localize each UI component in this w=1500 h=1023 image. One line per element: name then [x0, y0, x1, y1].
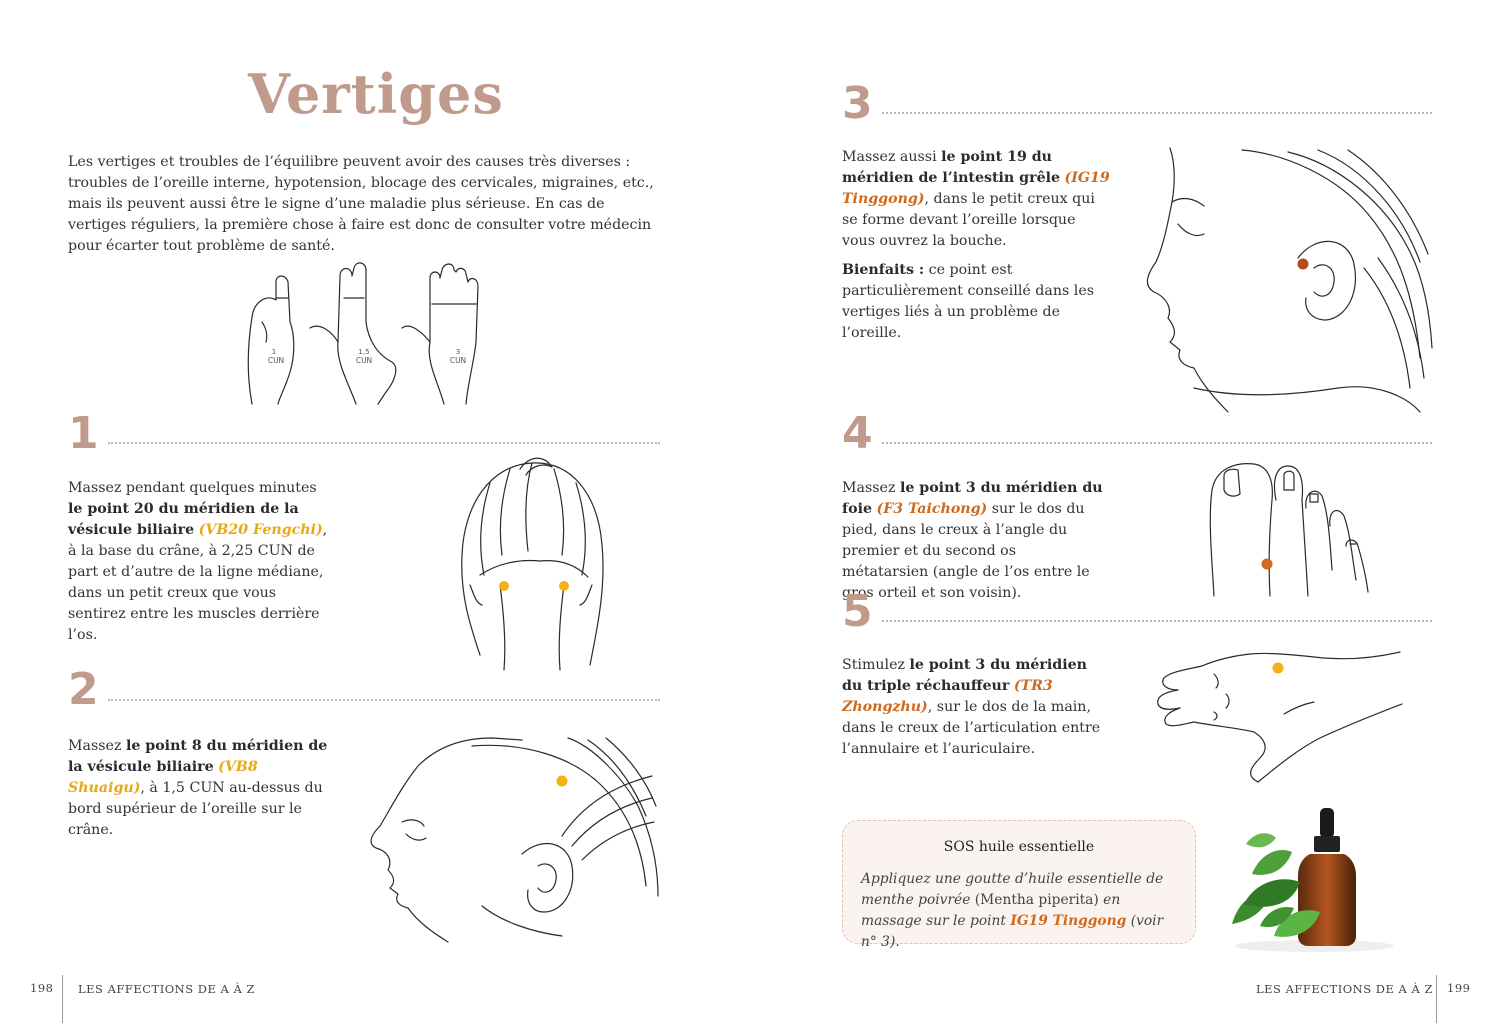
- step-2-number: 2: [68, 664, 99, 715]
- step-5-number: 5: [842, 586, 873, 637]
- step-2-text: Massez le point 8 du méridien de la vésicule biliaire (VB8 Shuaigu), à 1,5 CUN au-dessus du bord supérieur de l’oreille sur le crâne.: [68, 738, 328, 838]
- sos-essential-oil-box: [842, 820, 1196, 950]
- head-profile-illustration-right: [1138, 148, 1436, 414]
- sos-box-text: Appliquez une goutte d’huile essentielle de menthe poivrée (Mentha piperita) en massage sur le point IG19 Tinggong (voir n° 3).: [861, 871, 1164, 950]
- head-profile-illustration-left: [362, 736, 660, 944]
- step-4-point-ref: (F3 Taichong): [876, 501, 988, 517]
- page-title: Vertiges: [248, 62, 504, 126]
- step-3-divider: [882, 112, 1432, 114]
- step-4-divider: [882, 442, 1432, 444]
- step-1-point-ref: (VB20 Fengchi): [198, 522, 323, 538]
- left-page-number: 198: [30, 981, 54, 995]
- head-back-illustration: [440, 455, 620, 670]
- cun-unit-3: CUN: [449, 356, 467, 365]
- step-3-benefit: Bienfaits : ce point est particulièrement conseillé dans les vertiges liés à un problème de l’oreille.: [842, 262, 1094, 341]
- left-running-head: LES AFFECTIONS DE A À Z: [78, 982, 255, 996]
- right-running-head: LES AFFECTIONS DE A À Z: [1256, 982, 1433, 996]
- point-ig19: [1298, 259, 1309, 270]
- step-1-divider: [108, 442, 660, 444]
- step-4-text: Massez le point 3 du méridien du foie (F3 Taichong) sur le dos du pied, dans le creux à l’angle du premier et du second os métatarsien (angle de l’os entre le gros orteil et son voisin).: [842, 480, 1103, 601]
- point-tr3: [1273, 663, 1284, 674]
- step-3-point-ref: (IG19 Tinggong): [842, 170, 1110, 207]
- sos-box-point-ref: IG19 Tinggong: [1010, 913, 1127, 929]
- intro-paragraph: Les vertiges et troubles de l’équilibre peuvent avoir des causes très diverses : troubles de l’oreille interne, hypotension, blocage des cervicales, migraines, etc., mais ils peuvent aussi être le signe d’une maladie plus sérieuse. En cas de vertiges réguliers, la première chose à faire est donc de consulter votre médecin pour écarter tout problème de santé.: [68, 154, 654, 254]
- step-3-text: Massez aussi le point 19 du méridien de l’intestin grêle (IG19 Tinggong), dans le petit creux qui se forme devant l’oreille lorsque vous ouvrez la bouche.: [842, 149, 1110, 249]
- point-f3: [1262, 559, 1273, 570]
- point-vb8: [557, 776, 568, 787]
- cun-unit-1: CUN: [267, 356, 285, 365]
- step-2-divider: [108, 699, 660, 701]
- left-footer-rule: [62, 975, 63, 1023]
- essential-oil-bottle-image: [1224, 804, 1402, 952]
- point-vb20-right: [559, 581, 569, 591]
- step-5-point-ref: (TR3 Zhongzhu): [842, 678, 1053, 715]
- step-5-text: Stimulez le point 3 du méridien du triple réchauffeur (TR3 Zhongzhu), sur le dos de la main, dans le creux de l’articulation entre l’annulaire et l’auriculaire.: [842, 657, 1101, 757]
- foot-illustration: [1206, 460, 1374, 598]
- hand-illustration: [1154, 648, 1404, 788]
- step-1-number: 1: [68, 408, 99, 459]
- sos-box-title: SOS huile essentielle: [943, 839, 1095, 855]
- point-vb20-left: [499, 581, 509, 591]
- step-3-number: 3: [842, 78, 873, 129]
- cun-label-2: 1,5: [358, 348, 370, 356]
- cun-unit-2: CUN: [355, 356, 373, 365]
- step-1-text: Massez pendant quelques minutes le point 20 du méridien de la vésicule biliaire (VB20 Fengchi), à la base du crâne, à 2,25 CUN de part et d’autre de la ligne médiane, dans un petit creux que vous sentirez entre les muscles derrière l’os.: [68, 480, 328, 643]
- step-4-number: 4: [842, 408, 873, 459]
- cun-label-3: 3: [455, 348, 461, 356]
- right-footer-rule: [1436, 975, 1437, 1023]
- step-2-point-ref: (VB8 Shuaigu): [68, 759, 258, 796]
- step-5-divider: [882, 620, 1432, 622]
- cun-label-1: 1: [271, 348, 277, 356]
- right-page-number: 199: [1447, 981, 1471, 995]
- cun-hands-illustration: [240, 262, 500, 408]
